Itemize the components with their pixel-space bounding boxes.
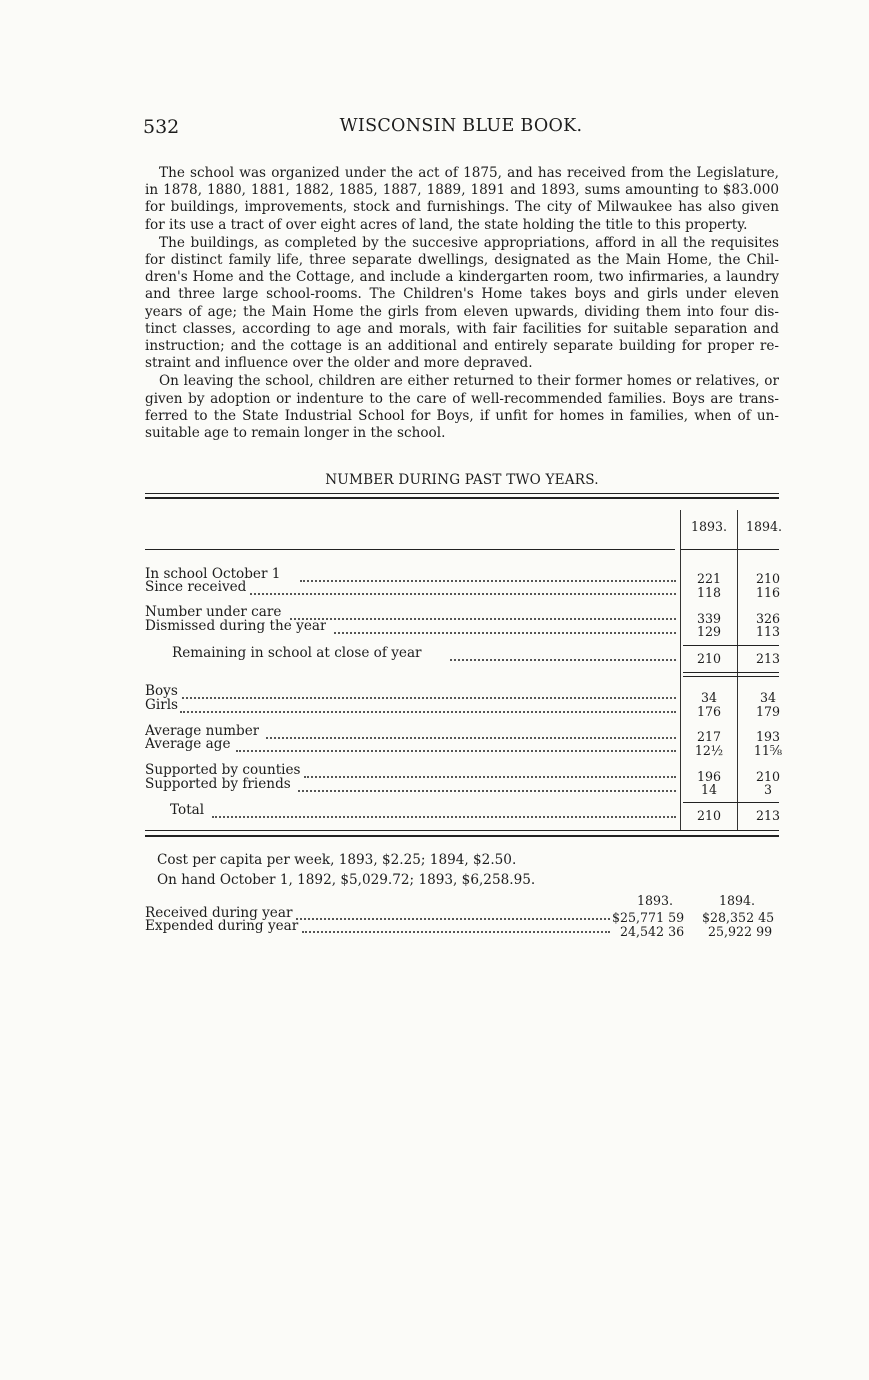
- cell-value: 14: [700, 782, 718, 797]
- subtotal-rule: [683, 802, 779, 803]
- cell-value: 210: [755, 571, 781, 586]
- finance-value: $28,352 45: [702, 910, 775, 925]
- paragraph: The buildings, as completed by the succesive appropriations, afford in all the requisites for distinct family life, three separate dwellings, designated as the Main Home, the Children's Home and the Cottage, and include a kindergarten room, two infirmaries, a laundry and three large school-rooms. The Children's Home takes boys and girls under eleven years of age; the Main Home the girls from eleven upwards, dividing them into four distinct classes, according to age and morals, with fair facilities for suitable separation and instruction; and the cottage is an additional and entirely separate building for proper restraint and influence over the older and more depraved.: [145, 234, 779, 372]
- cell-value: 210: [696, 808, 722, 823]
- row-label: Since received: [145, 579, 247, 595]
- subtotal-rule: [683, 672, 779, 673]
- row-label: Total: [170, 802, 205, 818]
- dot-leader: [334, 620, 676, 634]
- subtotal-rule: [683, 676, 779, 677]
- dot-leader: [450, 647, 676, 661]
- table-top-rule: [145, 497, 779, 499]
- dot-leader: [266, 725, 676, 739]
- row-label: Supported by friends: [145, 776, 291, 792]
- dot-leader: [298, 778, 676, 792]
- row-label: Remaining in school at close of year: [172, 645, 422, 661]
- finance-column-header: 1894.: [719, 893, 756, 908]
- cell-value: 339: [696, 611, 722, 626]
- table-bottom-rule: [145, 835, 779, 837]
- cell-value: 221: [696, 571, 722, 586]
- finance-value: $25,771 59: [612, 910, 685, 925]
- dot-leader: [180, 699, 676, 713]
- row-label: Dismissed during the year: [145, 618, 327, 634]
- paragraph: On leaving the school, children are either returned to their former homes or relatives, or given by adoption or indenture to the care of well-recommended families. Boys are transferred to the State Industrial School for Boys, if unfit for homes in families, when of unsuitable age to remain longer in the school.: [145, 373, 779, 442]
- cell-value: 12½: [694, 743, 724, 758]
- row-label: Number under care: [145, 604, 282, 620]
- table-bottom-rule: [145, 830, 779, 831]
- page-header: [143, 116, 779, 140]
- dot-leader: [182, 685, 676, 699]
- row-label: Average number: [145, 723, 260, 739]
- table-top-rule: [145, 493, 779, 494]
- cell-value: 3: [763, 782, 772, 797]
- table-header-rule: [681, 549, 779, 550]
- finance-label: Received during year: [145, 905, 293, 921]
- cell-value: 11⅝: [753, 743, 783, 758]
- finance-label: Expended during year: [145, 918, 299, 934]
- cell-value: 176: [696, 704, 722, 719]
- cell-value: 34: [700, 690, 718, 705]
- finance-value: 24,542 36: [620, 924, 685, 939]
- cell-value: 196: [696, 769, 722, 784]
- cell-value: 113: [755, 624, 781, 639]
- table-title: NUMBER DURING PAST TWO YEARS.: [325, 472, 599, 488]
- row-label: Boys: [145, 683, 178, 699]
- running-title: WISCONSIN BLUE BOOK.: [339, 116, 583, 136]
- row-label: Supported by counties: [145, 762, 301, 778]
- row-label: In school October 1: [145, 566, 281, 582]
- cell-value: 213: [755, 808, 781, 823]
- column-divider: [680, 510, 681, 830]
- dot-leader: [212, 804, 676, 818]
- row-label: Girls: [145, 697, 179, 713]
- dot-leader: [296, 906, 610, 920]
- dot-leader: [250, 581, 676, 595]
- cell-value: 116: [755, 585, 781, 600]
- cell-value: 213: [755, 651, 781, 666]
- dot-leader: [236, 738, 676, 752]
- subtotal-rule: [683, 645, 779, 646]
- body-text: [145, 165, 779, 443]
- page-number: 532: [143, 116, 180, 138]
- cell-value: 210: [696, 651, 722, 666]
- cost-per-capita-note: Cost per capita per week, 1893, $2.25; 1894, $2.50.: [157, 852, 517, 868]
- table-header-rule: [145, 549, 675, 550]
- cell-value: 217: [696, 729, 722, 744]
- column-divider: [737, 510, 738, 830]
- dot-leader: [302, 919, 610, 933]
- row-label: Average age: [145, 736, 231, 752]
- on-hand-note: On hand October 1, 1892, $5,029.72; 1893, $6,258.95.: [157, 872, 536, 888]
- finance-column-header: 1893.: [637, 893, 674, 908]
- column-header: 1894.: [745, 519, 783, 534]
- cell-value: 118: [696, 585, 722, 600]
- cell-value: 193: [755, 729, 781, 744]
- cell-value: 179: [755, 704, 781, 719]
- dot-leader: [300, 568, 676, 582]
- dot-leader: [304, 764, 676, 778]
- cell-value: 34: [759, 690, 777, 705]
- dot-leader: [290, 606, 676, 620]
- cell-value: 326: [755, 611, 781, 626]
- column-header: 1893.: [690, 519, 728, 534]
- cell-value: 129: [696, 624, 722, 639]
- paragraph: The school was organized under the act of 1875, and has received from the Legislature, in 1878, 1880, 1881, 1882, 1885, 1887, 1889, 1891 and 1893, sums amounting to $83.000 for buildings, improvements, stock and furnishings. The city of Milwaukee has also given for its use a tract of over eight acres of land, the state holding the title to this property.: [145, 165, 779, 233]
- finance-value: 25,922 99: [708, 924, 773, 939]
- cell-value: 210: [755, 769, 781, 784]
